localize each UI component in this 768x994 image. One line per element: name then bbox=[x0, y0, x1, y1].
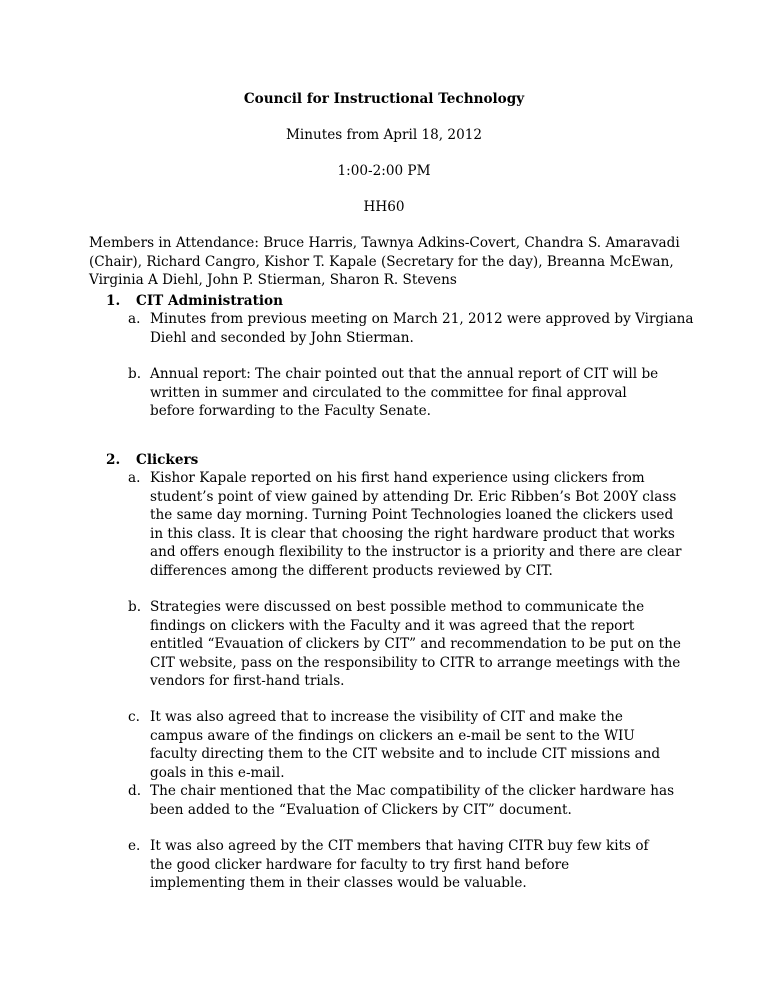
attendance-list: Members in Attendance: Bruce Harris, Tawnya Adkins-Covert, Chandra S. Amaravadi (Chair), Richard Cangro, Kishor T. Kapale (Secretary for the day), Breanna McEwan, Virginia A Diehl, John P. Stierman, Sharon R. Stevens bbox=[89, 235, 680, 288]
meeting-room: HH60 bbox=[363, 199, 405, 215]
item-letter: b. bbox=[128, 599, 142, 615]
meeting-time: 1:00-2:00 PM bbox=[337, 163, 431, 179]
item-letter: d. bbox=[128, 783, 142, 799]
section-number: 2. bbox=[106, 452, 121, 468]
item-letter: a. bbox=[128, 470, 141, 486]
section-heading bbox=[106, 292, 706, 311]
meeting-date: Minutes from April 18, 2012 bbox=[285, 127, 483, 143]
list-item bbox=[128, 837, 668, 893]
section-cit-administration bbox=[106, 292, 706, 311]
item-text: Strategies were discussed on best possible method to communicate the findings on clickers with the Faculty and it was agreed that the report entitled “Evauation of clickers by CIT” and recommendation to be put on the CIT website, pass on the responsibility to CITR to arrange meetings with the vendors for first-hand trials. bbox=[150, 599, 681, 689]
list-item bbox=[128, 708, 672, 782]
section-title: Clickers bbox=[136, 452, 199, 468]
section-title: CIT Administration bbox=[136, 293, 283, 309]
item-text: Minutes from previous meeting on March 21, 2012 were approved by Virgiana Diehl and seconded by John Stierman. bbox=[150, 311, 694, 346]
section-heading bbox=[106, 451, 706, 470]
item-text: It was also agreed by the CIT members that having CITR buy few kits of the good clicker hardware for faculty to try first hand before implementing them in their classes would be valuable. bbox=[150, 838, 649, 891]
list-item bbox=[128, 782, 694, 819]
section-number: 1. bbox=[106, 293, 121, 309]
list-item bbox=[128, 310, 698, 347]
section-clickers bbox=[106, 451, 706, 470]
item-letter: b. bbox=[128, 366, 142, 382]
item-letter: e. bbox=[128, 838, 141, 854]
list-item bbox=[128, 469, 686, 580]
item-text: It was also agreed that to increase the visibility of CIT and make the campus aware of the findings on clickers an e-mail be sent to the WIU faculty directing them to the CIT website and to include CIT missions and goals in this e-mail. bbox=[150, 709, 661, 781]
item-letter: a. bbox=[128, 311, 141, 327]
list-item bbox=[128, 598, 688, 691]
item-letter: c. bbox=[128, 709, 140, 725]
item-text: Annual report: The chair pointed out that the annual report of CIT will be written in summer and circulated to the committee for final approval before forwarding to the Faculty Senate. bbox=[150, 366, 659, 419]
document-title: Council for Instructional Technology bbox=[243, 91, 525, 107]
item-text: Kishor Kapale reported on his first hand experience using clickers from student’s point of view gained by attending Dr. Eric Ribben’s Bot 200Y class the same day morning. Turning Point Technologies loaned the clickers used in this class. It is clear that choosing the right hardware product that works and offers enough flexibility to the instructor is a priority and there are clear differences among the different products reviewed by CIT. bbox=[150, 470, 682, 579]
list-item bbox=[128, 365, 672, 421]
item-text: The chair mentioned that the Mac compatibility of the clicker hardware has been added to the “Evaluation of Clickers by CIT” document. bbox=[150, 783, 675, 818]
